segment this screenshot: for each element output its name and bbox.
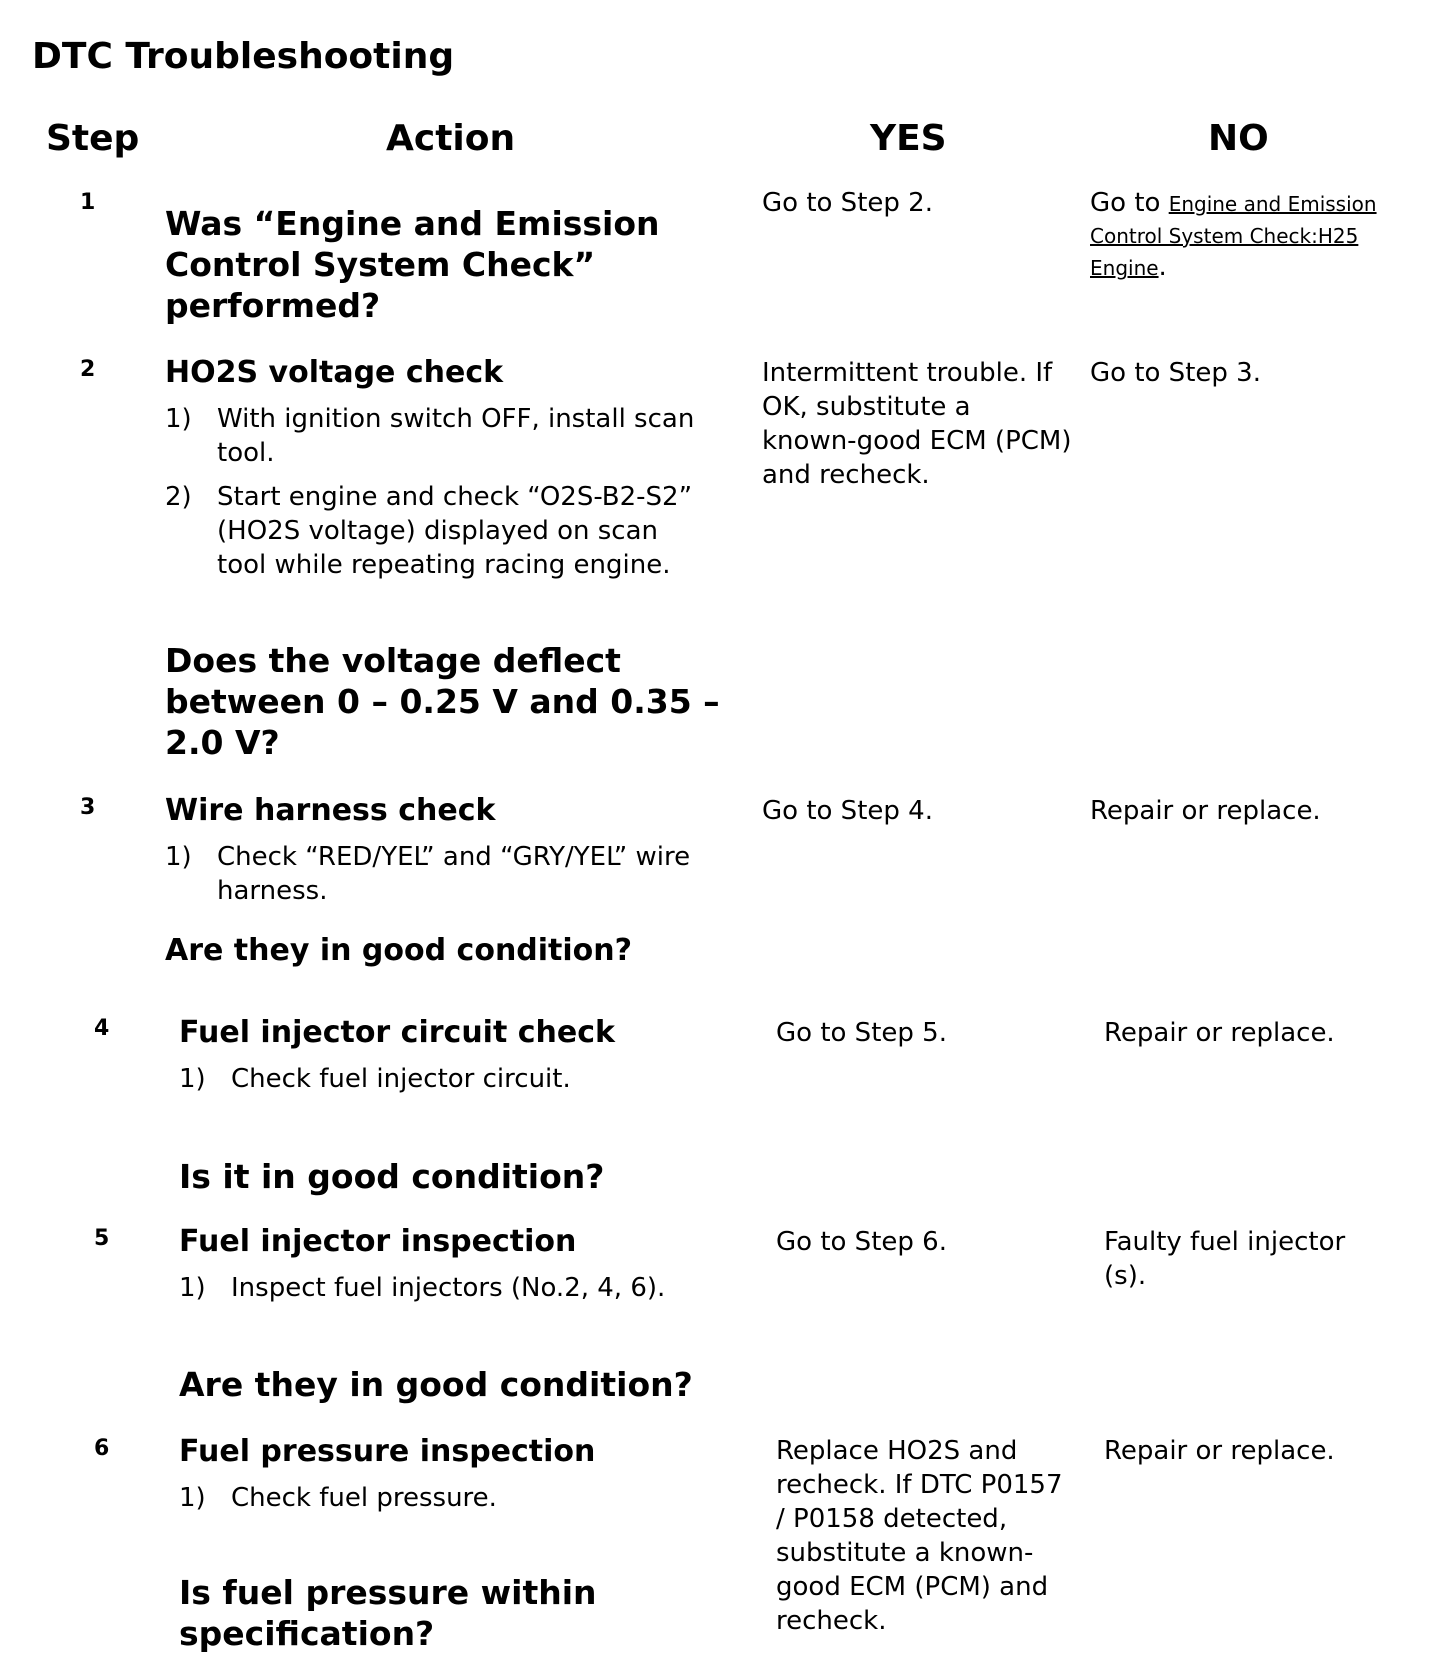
step-heading: Wire harness check [165, 793, 496, 828]
substep [179, 1062, 719, 1096]
substep-number: 1) [165, 842, 192, 872]
substep-text: Check fuel injector circuit. [231, 1064, 571, 1094]
substep-text: Check fuel pressure. [231, 1483, 497, 1513]
step-number: 2 [80, 357, 96, 382]
no-result: Repair or replace. [1090, 796, 1321, 826]
header-step: Step [46, 118, 140, 159]
substep-number: 2) [165, 482, 192, 512]
yes-result: Replace HO2S and recheck. If DTC P0157 / P0158 detected, substitute a known-good ECM (PCM) and recheck. [776, 1436, 1063, 1636]
no-result-prefix: Go to [1090, 188, 1169, 218]
header-yes: YES [870, 118, 947, 159]
substep-text: Check “RED/YEL” and “GRY/YEL” wire harness. [217, 842, 691, 906]
yes-result: Intermittent trouble. If OK, substitute a known-good ECM (PCM) and recheck. [762, 358, 1072, 490]
substep-number: 1) [179, 1273, 206, 1303]
substep [179, 1481, 719, 1515]
yes-result: Go to Step 5. [776, 1018, 947, 1048]
yes-result: Go to Step 2. [762, 188, 933, 218]
substep-number: 1) [179, 1064, 206, 1094]
substep [179, 1271, 739, 1305]
no-result-suffix: . [1158, 252, 1167, 282]
substep [165, 402, 705, 470]
step-number: 5 [94, 1226, 110, 1251]
substep-number: 1) [179, 1483, 206, 1513]
step-number: 4 [94, 1016, 110, 1041]
yes-result: Go to Step 6. [776, 1227, 947, 1257]
header-no: NO [1208, 118, 1269, 159]
header-action: Action [386, 118, 516, 159]
step-heading: HO2S voltage check [165, 355, 504, 390]
step-number: 3 [80, 795, 96, 820]
substep-text: With ignition switch OFF, install scan tool. [217, 404, 695, 468]
page-title: DTC Troubleshooting [32, 36, 455, 77]
substep-number: 1) [165, 404, 192, 434]
step-question: Is it in good condition? [179, 1157, 605, 1196]
step-heading: Fuel injector circuit check [179, 1015, 615, 1050]
step-number: 1 [80, 190, 96, 215]
step-question: Is fuel pressure within specification? [179, 1573, 597, 1653]
substep-text: Inspect fuel injectors (No.2, 4, 6). [231, 1273, 666, 1303]
step-number: 6 [94, 1436, 110, 1461]
substep [165, 840, 705, 908]
step-question: Does the voltage deflect between 0 – 0.25 V and 0.35 – 2.0 V? [165, 641, 720, 762]
yes-result: Go to Step 4. [762, 796, 933, 826]
no-result: Repair or replace. [1104, 1018, 1335, 1048]
step-question: Was “Engine and Emission Control System Check” performed? [165, 204, 660, 325]
no-result: Faulty fuel injector (s). [1104, 1227, 1346, 1291]
no-result: Go to Step 3. [1090, 358, 1261, 388]
substep-text: Start engine and check “O2S-B2-S2” (HO2S voltage) displayed on scan tool while repeating racing engine. [217, 482, 693, 580]
no-result [1090, 188, 1410, 284]
no-result: Repair or replace. [1104, 1436, 1335, 1466]
step-heading: Fuel injector inspection [179, 1224, 577, 1259]
step-heading: Fuel pressure inspection [179, 1434, 596, 1469]
step-question: Are they in good condition? [179, 1365, 693, 1404]
substep [165, 480, 705, 582]
step-question: Are they in good condition? [165, 933, 633, 968]
engine-emission-check-link[interactable]: Engine and Emission Control System Check:H25 Engine [1090, 192, 1377, 280]
